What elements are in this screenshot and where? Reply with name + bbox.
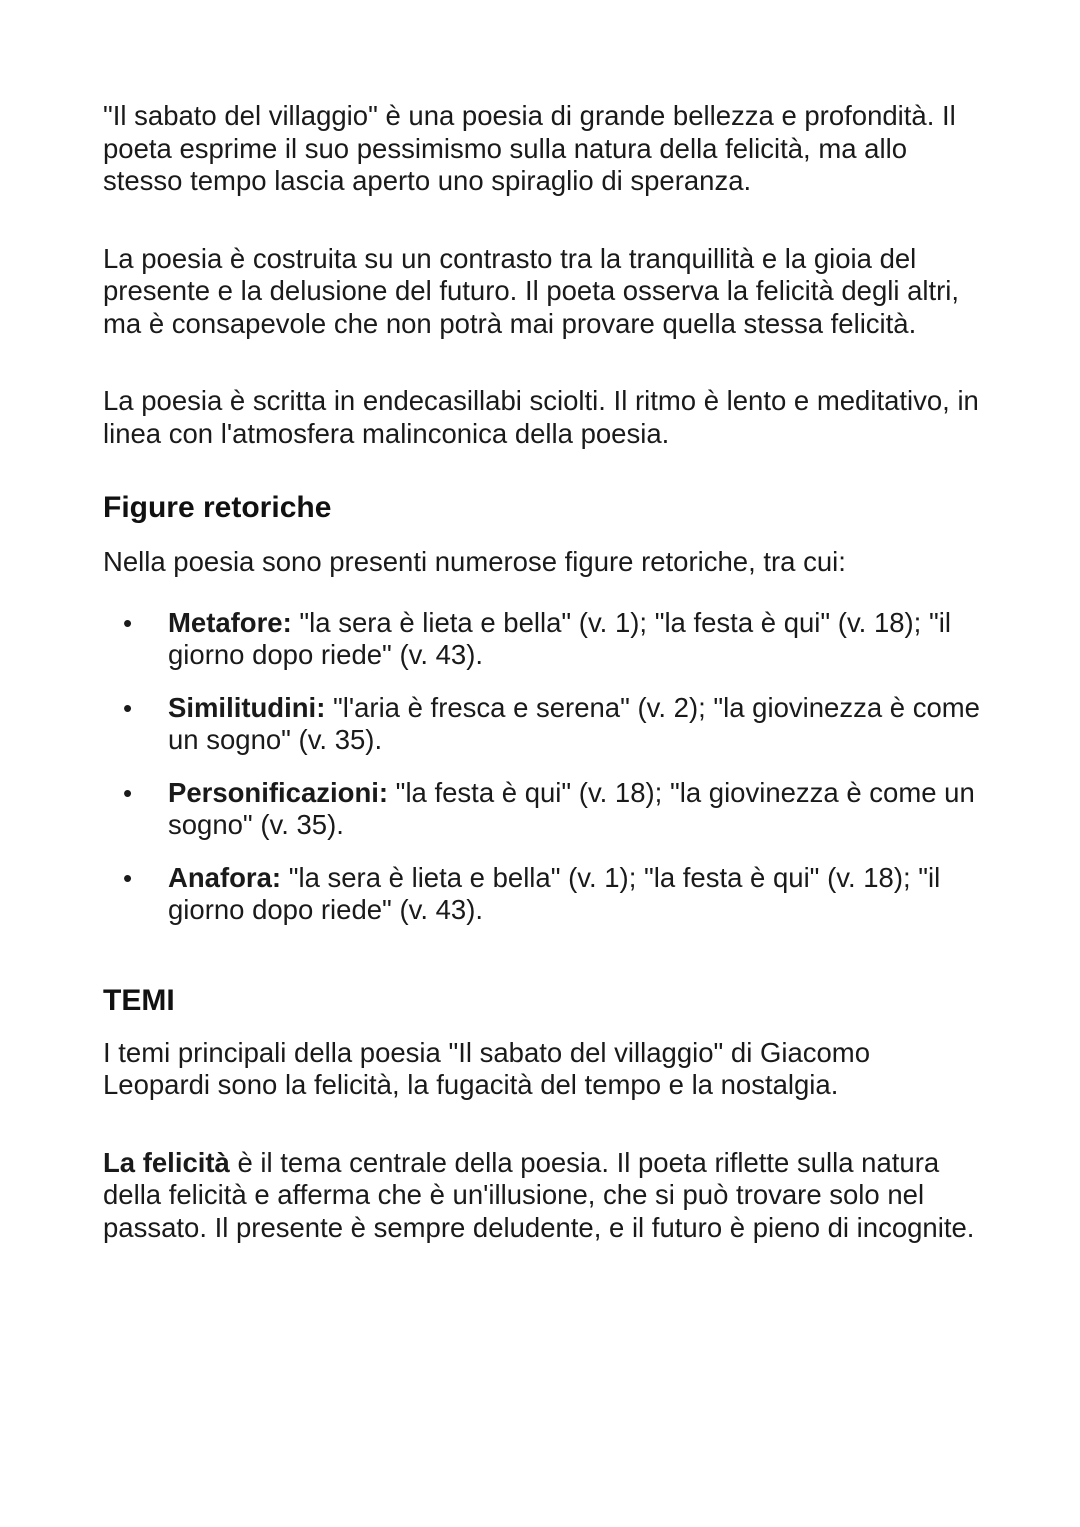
felicita-text: è il tema centrale della poesia. Il poeta riflette sulla natura della felicità e afferma che è un'illusione, che si può trovare solo nel passato. Il presente è sempre deludente, e il futuro è pieno di incognite. [103, 1146, 975, 1243]
bullet-icon: • [123, 692, 133, 723]
term-label: Personificazioni: [168, 776, 389, 808]
term-text: "la festa è qui" (v. 18); "la giovinezza è come un sogno" (v. 35). [168, 776, 975, 840]
paragraph-temi-intro: I temi principali della poesia "Il sabato del villaggio" di Giacomo Leopardi sono la felicità, la fugacità del tempo e la nostalgia. [103, 1036, 871, 1100]
paragraph-figure-intro: Nella poesia sono presenti numerose figure retoriche, tra cui: [103, 546, 846, 577]
term-label: Similitudini: [168, 691, 326, 723]
term-text: "l'aria è fresca e serena" (v. 2); "la giovinezza è come un sogno" (v. 35). [168, 691, 980, 755]
term-label: Anafora: [168, 861, 282, 893]
paragraph-contrast: La poesia è costruita su un contrasto tra la tranquillità e la gioia del presente e la delusione del futuro. Il poeta osserva la felicità degli altri, ma è consapevole che non potrà mai provare quella stessa felicità. [103, 242, 960, 339]
heading-figure-retoriche: Figure retoriche [103, 491, 332, 524]
bullet-icon: • [123, 862, 133, 893]
paragraph-felicita [103, 1147, 983, 1245]
term-text: "la sera è lieta e bella" (v. 1); "la festa è qui" (v. 18); "il giorno dopo riede" (v. 43). [168, 861, 941, 925]
paragraph-overview: "Il sabato del villaggio" è una poesia di grande bellezza e profondità. Il poeta esprime il suo pessimismo sulla natura della felicità, ma allo stesso tempo lascia aperto uno spiraglio di speranza. [103, 100, 956, 196]
felicita-term: La felicità [103, 1146, 230, 1178]
document-page [103, 100, 983, 1244]
figure-list [103, 607, 983, 927]
list-item-similitudini [103, 692, 983, 757]
bullet-icon: • [123, 777, 133, 808]
heading-temi: TEMI [103, 983, 175, 1017]
term-label: Metafore: [168, 606, 292, 638]
paragraph-metrics: La poesia è scritta in endecasillabi sciolti. Il ritmo è lento e meditativo, in linea con l'atmosfera malinconica della poesia. [103, 385, 979, 449]
term-text: "la sera è lieta e bella" (v. 1); "la festa è qui" (v. 18); "il giorno dopo riede" (v. 43). [168, 606, 951, 670]
bullet-icon: • [123, 607, 133, 638]
list-item-personificazioni [103, 777, 983, 842]
list-item-metafore [103, 607, 983, 672]
list-item-anafora [103, 862, 983, 927]
